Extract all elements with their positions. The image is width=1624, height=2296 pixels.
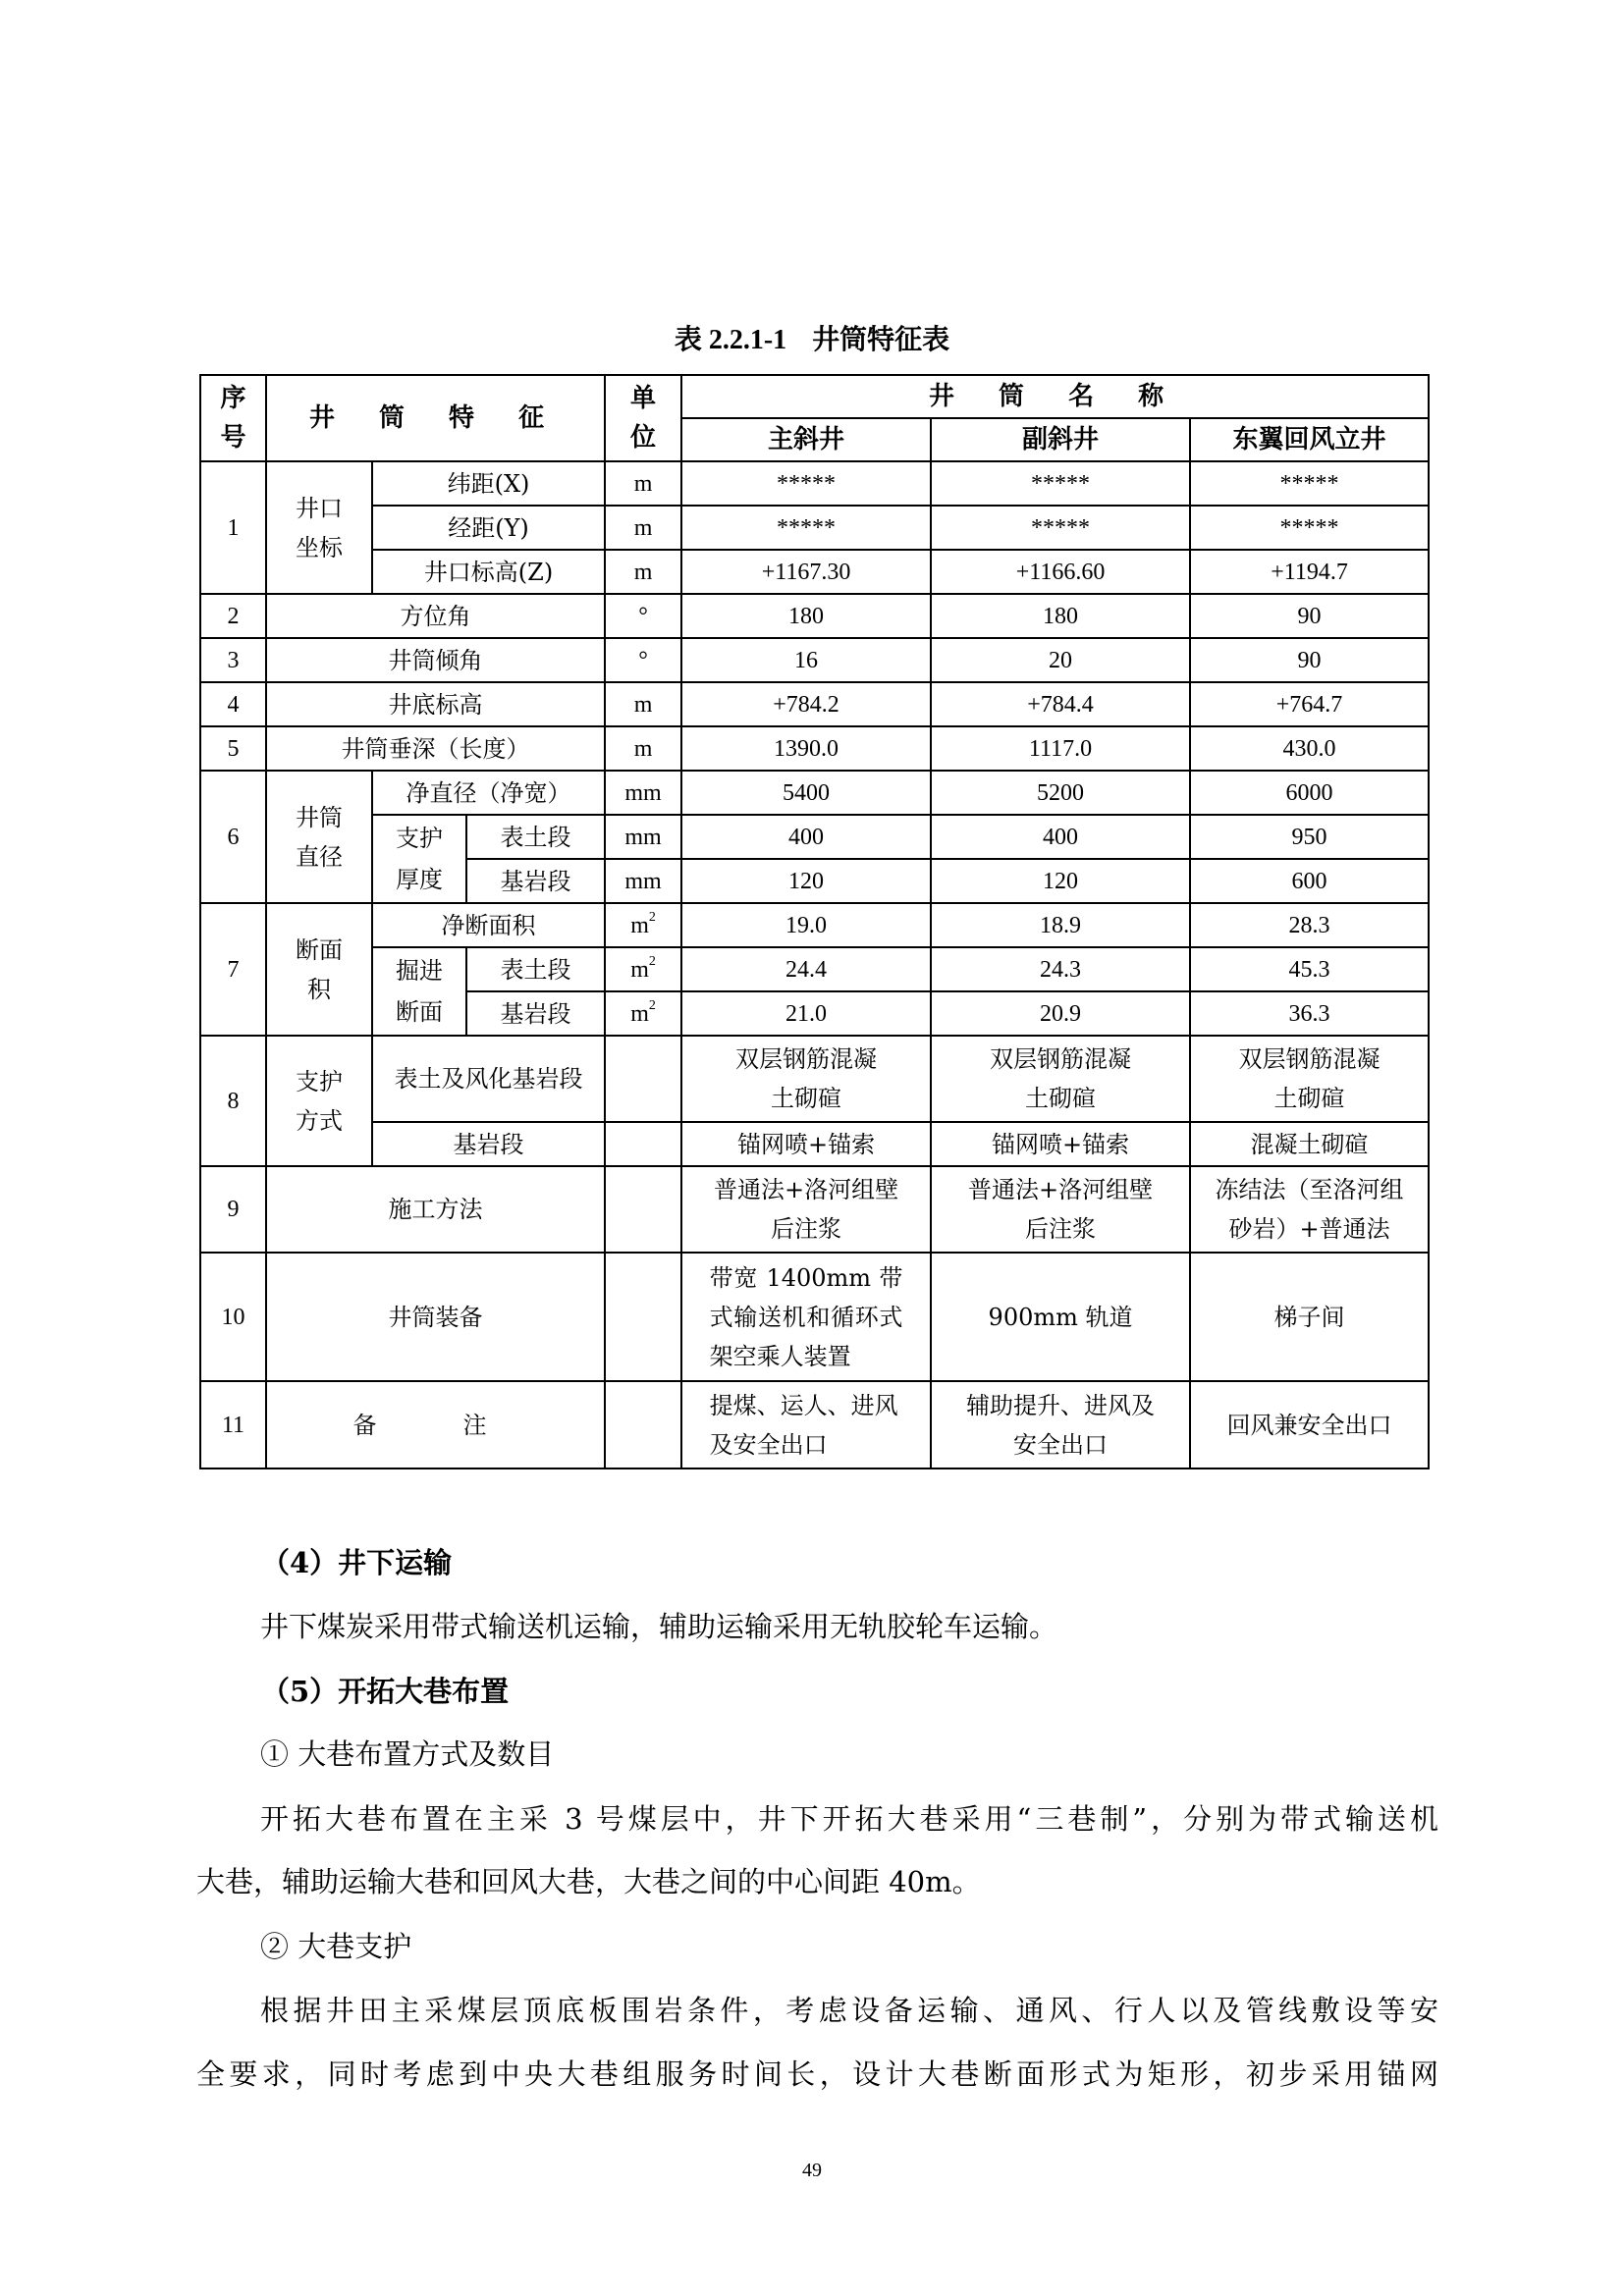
cell-value: 950: [1190, 815, 1429, 859]
cell-value: 600: [1190, 859, 1429, 903]
cell-value: 1390.0: [681, 726, 931, 771]
table-row: [200, 1122, 1429, 1166]
row-seq: 8: [200, 1036, 266, 1166]
header-east-return-shaft: 东翼回风立井: [1190, 418, 1429, 461]
cell-value: 5400: [681, 771, 931, 815]
row-unit: [605, 1122, 681, 1166]
row-label: 基岩段: [372, 1122, 605, 1166]
row-seq: 4: [200, 682, 266, 726]
cell-value: 双层钢筋混凝土砌碹: [681, 1036, 931, 1122]
cell-value: *****: [681, 506, 931, 550]
paragraph: 大巷，辅助运输大巷和回风大巷，大巷之间的中心间距 40m。: [196, 1865, 981, 1898]
section-heading-underground-transport: （4）井下运输: [261, 1546, 453, 1579]
row-unit: mm: [605, 815, 681, 859]
row-label: 备 注: [266, 1381, 605, 1468]
cell-value: 普通法+洛河组壁后注浆: [931, 1166, 1190, 1253]
subheading: ① 大巷布置方式及数目: [260, 1737, 555, 1771]
row-label: 井底标高: [266, 682, 605, 726]
header-seq: 序号: [200, 375, 266, 461]
row-label: 净断面积: [372, 903, 605, 947]
table-row: [200, 1036, 1429, 1122]
row-label: 施工方法: [266, 1166, 605, 1253]
cell-value: 120: [681, 859, 931, 903]
cell-value: 双层钢筋混凝土砌碹: [1190, 1036, 1429, 1122]
row-seq: 3: [200, 638, 266, 682]
cell-value: 180: [931, 594, 1190, 638]
row-label: 表土段: [466, 947, 605, 991]
row-unit: °: [605, 638, 681, 682]
table-row: [200, 550, 1429, 594]
row-label: 表土及风化基岩段: [372, 1036, 605, 1122]
header-unit: 单位: [605, 375, 681, 461]
cell-value: *****: [931, 506, 1190, 550]
row-seq: 9: [200, 1166, 266, 1253]
cell-value: 400: [931, 815, 1190, 859]
cell-value: 20: [931, 638, 1190, 682]
cell-value: 冻结法（至洛河组砂岩）+普通法: [1190, 1166, 1429, 1253]
cell-value: 400: [681, 815, 931, 859]
row-label: 基岩段: [466, 991, 605, 1036]
page-number: 49: [802, 2160, 822, 2181]
row-label: 井筒装备: [266, 1253, 605, 1381]
subheading: ② 大巷支护: [260, 1930, 412, 1963]
cell-value: 5200: [931, 771, 1190, 815]
cell-value: 普通法+洛河组壁后注浆: [681, 1166, 931, 1253]
row-label: 基岩段: [466, 859, 605, 903]
cell-value: 45.3: [1190, 947, 1429, 991]
table-row: [200, 682, 1429, 726]
row-label: 纬距(X): [372, 461, 605, 506]
row-group: 断面积: [266, 903, 372, 1036]
row-unit: mm: [605, 859, 681, 903]
cell-value: 双层钢筋混凝土砌碹: [931, 1036, 1190, 1122]
cell-value: 180: [681, 594, 931, 638]
table-row: [200, 506, 1429, 550]
row-unit: mm: [605, 771, 681, 815]
cell-value: *****: [1190, 506, 1429, 550]
cell-value: 120: [931, 859, 1190, 903]
row-label: 井口标高(Z): [372, 550, 605, 594]
cell-value: 16: [681, 638, 931, 682]
row-unit: m: [605, 726, 681, 771]
table-row: [200, 1253, 1429, 1381]
row-unit: [605, 1381, 681, 1468]
header-main-incline: 主斜井: [681, 418, 931, 461]
row-unit: [605, 1166, 681, 1253]
cell-value: 90: [1190, 594, 1429, 638]
paragraph: 全要求，同时考虑到中央大巷组服务时间长，设计大巷断面形式为矩形，初步采用锚网: [196, 2057, 1438, 2091]
table-title-text: 井筒特征表: [812, 323, 950, 355]
cell-value: 90: [1190, 638, 1429, 682]
cell-value: *****: [931, 461, 1190, 506]
row-group: 井口坐标: [266, 461, 372, 594]
header-row-1: [200, 375, 1429, 418]
table-row: [200, 461, 1429, 506]
row-label: 经距(Y): [372, 506, 605, 550]
cell-value: +1167.30: [681, 550, 931, 594]
cell-value: 1117.0: [931, 726, 1190, 771]
cell-value: +1194.7: [1190, 550, 1429, 594]
cell-value: 24.3: [931, 947, 1190, 991]
section-heading-roadway-layout: （5）开拓大巷布置: [261, 1675, 510, 1708]
row-label: 表土段: [466, 815, 605, 859]
row-label: 净直径（净宽）: [372, 771, 605, 815]
table-row: [200, 638, 1429, 682]
cell-value: 21.0: [681, 991, 931, 1036]
row-group: 井筒直径: [266, 771, 372, 903]
shaft-characteristics-table: [199, 374, 1430, 1469]
cell-value: 锚网喷+锚索: [681, 1122, 931, 1166]
row-seq: 10: [200, 1253, 266, 1381]
cell-value: 提煤、运人、进风及安全出口: [681, 1381, 931, 1468]
cell-value: 36.3: [1190, 991, 1429, 1036]
table-row: [200, 947, 1429, 991]
cell-value: *****: [1190, 461, 1429, 506]
row-seq: 5: [200, 726, 266, 771]
row-unit: m: [605, 682, 681, 726]
table-title: [0, 320, 1624, 360]
cell-value: +784.2: [681, 682, 931, 726]
row-unit: [605, 1253, 681, 1381]
cell-value: 辅助提升、进风及安全出口: [931, 1381, 1190, 1468]
cell-value: +1166.60: [931, 550, 1190, 594]
cell-value: 梯子间: [1190, 1253, 1429, 1381]
paragraph: 根据井田主采煤层顶底板围岩条件，考虑设备运输、通风、行人以及管线敷设等安: [260, 1994, 1438, 2027]
row-group: 支护方式: [266, 1036, 372, 1166]
cell-value: 回风兼安全出口: [1190, 1381, 1429, 1468]
cell-value: 24.4: [681, 947, 931, 991]
cell-value: 带宽 1400mm 带式输送机和循环式架空乘人装置: [681, 1253, 931, 1381]
cell-value: 锚网喷+锚索: [931, 1122, 1190, 1166]
row-seq: 11: [200, 1381, 266, 1468]
cell-value: 900mm 轨道: [931, 1253, 1190, 1381]
table-row: [200, 594, 1429, 638]
row-seq: 6: [200, 771, 266, 903]
row-unit: $m^2$: [605, 991, 681, 1036]
row-unit: m: [605, 550, 681, 594]
row-unit: [605, 1036, 681, 1122]
row-label: 方位角: [266, 594, 605, 638]
cell-value: 28.3: [1190, 903, 1429, 947]
row-label: 井筒倾角: [266, 638, 605, 682]
row-seq: 2: [200, 594, 266, 638]
cell-value: *****: [681, 461, 931, 506]
table-row: [200, 1381, 1429, 1468]
row-seq: 1: [200, 461, 266, 594]
row-seq: 7: [200, 903, 266, 1036]
table-row: [200, 1166, 1429, 1253]
paragraph: 开拓大巷布置在主采 3 号煤层中，井下开拓大巷采用“三巷制”，分别为带式输送机: [260, 1802, 1438, 1836]
table-row: [200, 815, 1429, 859]
cell-value: 18.9: [931, 903, 1190, 947]
cell-value: 混凝土砌碹: [1190, 1122, 1429, 1166]
row-unit: m: [605, 506, 681, 550]
row-unit: $m^2$: [605, 903, 681, 947]
table-row: [200, 726, 1429, 771]
cell-value: 430.0: [1190, 726, 1429, 771]
table-row: [200, 771, 1429, 815]
cell-value: +784.4: [931, 682, 1190, 726]
cell-value: 6000: [1190, 771, 1429, 815]
header-feature: 井 筒 特 征: [266, 375, 605, 461]
header-auxiliary-incline: 副斜井: [931, 418, 1190, 461]
header-shaft-name: 井 筒 名 称: [681, 375, 1429, 418]
table-number: 表 2.2.1-1: [674, 325, 787, 355]
cell-value: +764.7: [1190, 682, 1429, 726]
row-unit: $m^2$: [605, 947, 681, 991]
cell-value: 20.9: [931, 991, 1190, 1036]
paragraph: 井下煤炭采用带式输送机运输，辅助运输采用无轨胶轮车运输。: [260, 1610, 1058, 1643]
row-subgroup: 支护厚度: [372, 815, 466, 903]
row-unit: °: [605, 594, 681, 638]
row-unit: m: [605, 461, 681, 506]
cell-value: 19.0: [681, 903, 931, 947]
row-subgroup: 掘进断面: [372, 947, 466, 1036]
row-label: 井筒垂深（长度）: [266, 726, 605, 771]
table-row: [200, 903, 1429, 947]
